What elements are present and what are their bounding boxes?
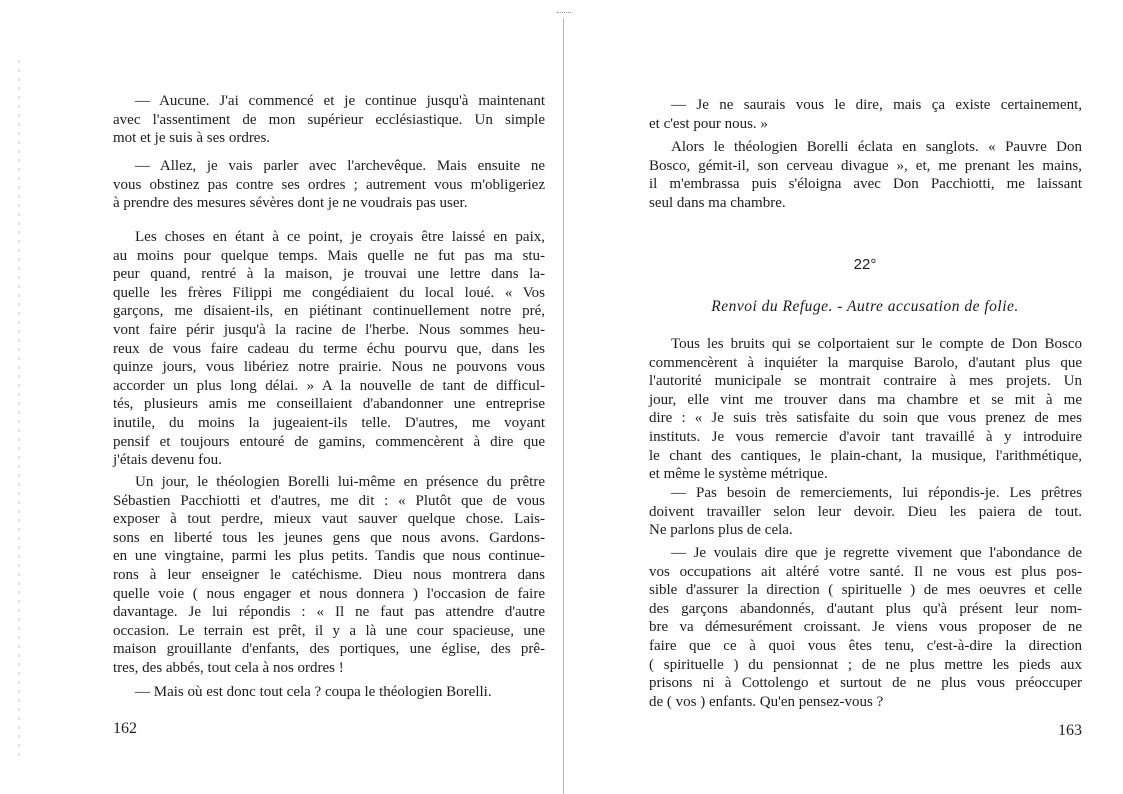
page-number: 162 [113, 720, 137, 737]
paragraph [113, 683, 545, 702]
text-line: dire : « Je suis très satisfaite du soin que vous prenez de mes [649, 410, 1082, 427]
paragraph [113, 92, 545, 148]
text-line: prisons ni à Cottolengo et surtout de ne plus vous préoccuper [649, 675, 1082, 692]
text-line: — Je ne saurais vous le dire, mais ça existe certainement, [671, 97, 1082, 113]
paragraph [113, 473, 545, 678]
text-line: garçons, me disaient-ils, en piétinant continuellement notre pré, [113, 303, 545, 320]
paragraph [649, 96, 1082, 133]
text-line: occasion. Le terrain est prêt, il y a là une cour spacieuse, une [113, 622, 545, 639]
text-line: de ( vos ) enfants. Qu'en pensez-vous ? [649, 693, 884, 710]
chapter-number: 22° [853, 256, 877, 273]
paragraph [649, 138, 1082, 212]
text-line: pensif et toujours entouré de gamins, commencèrent à dire que [113, 433, 545, 450]
text-line: ( spirituelle ) du pensionnat ; de ne plus mettre les pieds aux [649, 656, 1082, 673]
text-line: vont faire périr jusqu'à la racine de l'herbe. Nous sommes heu- [113, 321, 545, 338]
text-line: et même le système métrique. [649, 466, 828, 483]
text-line: commencèrent à inquiéter la marquise Barolo, d'autant plus que [649, 354, 1082, 371]
text-line: — Je voulais dire que je regrette vivement que l'abondance de [671, 545, 1082, 561]
chapter-title: Renvoi du Refuge. - Autre accusation de folie. [711, 298, 1019, 315]
text-line: davantage. Je lui répondis : « Il ne faut pas attendre d'autre [113, 604, 545, 621]
text-line: Alors le théologien Borelli éclata en sanglots. « Pauvre Don [671, 139, 1082, 155]
text-line: doivent travailler selon leur devoir. Dieu les paiera de tout. [649, 503, 1082, 520]
paragraph [649, 484, 1082, 540]
text-line: maison grouillante d'enfants, des portiques, une église, des prê- [113, 641, 545, 658]
text-line: il m'embrassa puis s'éloigna avec Don Pacchiotti, me laissant [649, 176, 1082, 193]
text-line: seul dans ma chambre. [649, 194, 786, 211]
text-line: — Aucune. J'ai commencé et je continue jusqu'à maintenant [135, 93, 545, 109]
paragraph [649, 335, 1082, 484]
text-line: en une vingtaine, parmi les plus petits. Tandis que nous continue- [113, 548, 545, 565]
paragraph [113, 228, 545, 470]
text-line: reux de vous faire cadeau du terme échu pourvu que, dans les [113, 340, 545, 357]
text-line: jour, elle vint me trouver dans ma chambre et se mit à me [649, 391, 1082, 408]
text-line: peur quand, rentré à la maison, je trouvai une lettre dans la- [113, 266, 545, 283]
text-line: des garçons abandonnés, d'autant plus qu'à présent leur nom- [649, 600, 1082, 617]
right-page [564, 0, 1123, 794]
text-line: vous obstinez pas contre ses ordres ; autrement vous m'obligeriez [113, 176, 545, 193]
text-line: Sébastien Pacchiotti et d'autres, me dit : « Plutôt que de vous [113, 492, 545, 509]
text-line: instituts. Je vous remercie d'avoir tant travaillé à y introduire [649, 428, 1082, 445]
text-line: accorder un plus long délai. » A la nouvelle de tant de difficul- [113, 377, 545, 394]
text-line: faire que ce à quoi vous êtes tenu, c'est-à-dire la direction [649, 637, 1082, 654]
text-line: sible d'assurer la direction ( spirituelle ) de mes oeuvres et celle [649, 582, 1082, 599]
text-line: Bosco, gémit-il, son cerveau divague », et, me prenant les mains, [649, 157, 1082, 174]
paragraph [649, 544, 1082, 711]
text-line: Tous les bruits qui se colportaient sur le compte de Don Bosco [671, 336, 1082, 352]
text-line: mot et je suis à ses ordres. [113, 130, 271, 147]
text-line: exposer à tout perdre, mieux vaut sauver quelque chose. Lais- [113, 511, 545, 528]
text-line: à prendre des mesures sévères dont je ne voudrais pas user. [113, 195, 468, 212]
text-line: Les choses en étant à ce point, je croyais être laissé en paix, [135, 229, 545, 245]
text-line: quelle voie ( nous engager et nous donnera ) l'occasion de faire [113, 585, 545, 602]
text-line: sons en liberté tous les jeunes gens que nous avons. Gardons- [113, 529, 545, 546]
text-line: quinze jours, vous libériez notre prairie. Nous ne pouvons vous [113, 359, 545, 376]
text-line: tres, des abbés, tout cela à nos ordres ! [113, 659, 344, 676]
text-line: rons à leur enseigner le catéchisme. Dieu nous montrera dans [113, 566, 545, 583]
text-line: — Mais où est donc tout cela ? coupa le théologien Borelli. [135, 684, 492, 700]
text-line: vos occupations ait altéré votre santé. Il ne vous est plus pos- [649, 563, 1082, 580]
text-line: inutile, du moins la jugeaient-ils telle. D'autres, me voyant [113, 414, 545, 431]
text-line: quelle les frères Filippi me congédiaient du local loué. « Vos [113, 284, 545, 301]
text-line: — Pas besoin de remerciements, lui répondis-je. Les prêtres [671, 485, 1082, 501]
text-line: tés, plusieurs amis me conseillaient d'abandonner une entreprise [113, 396, 545, 413]
text-line: l'autorité municipale se montrait contraire à mes projets. Un [649, 373, 1082, 390]
text-line: Ne parlons plus de cela. [649, 522, 793, 539]
text-line: Un jour, le théologien Borelli lui-même en présence du prêtre [135, 474, 545, 490]
page-number: 163 [1058, 722, 1082, 739]
text-line: j'étais devenu fou. [113, 452, 222, 469]
text-line: avec l'assentiment de mon supérieur ecclésiastique. Un simple [113, 111, 545, 128]
text-line: et c'est pour nous. » [649, 115, 768, 132]
text-line: bre va démesurément croissant. Je viens vous proposer de ne [649, 619, 1082, 636]
text-line: au moins pour quelque temps. Mais quelle ne fut pas ma stu- [113, 247, 545, 264]
text-line: — Allez, je vais parler avec l'archevêque. Mais ensuite ne [135, 158, 545, 174]
text-line: le chant des cantiques, le plain-chant, la musique, l'arithmétique, [649, 447, 1082, 464]
paragraph [113, 157, 545, 213]
